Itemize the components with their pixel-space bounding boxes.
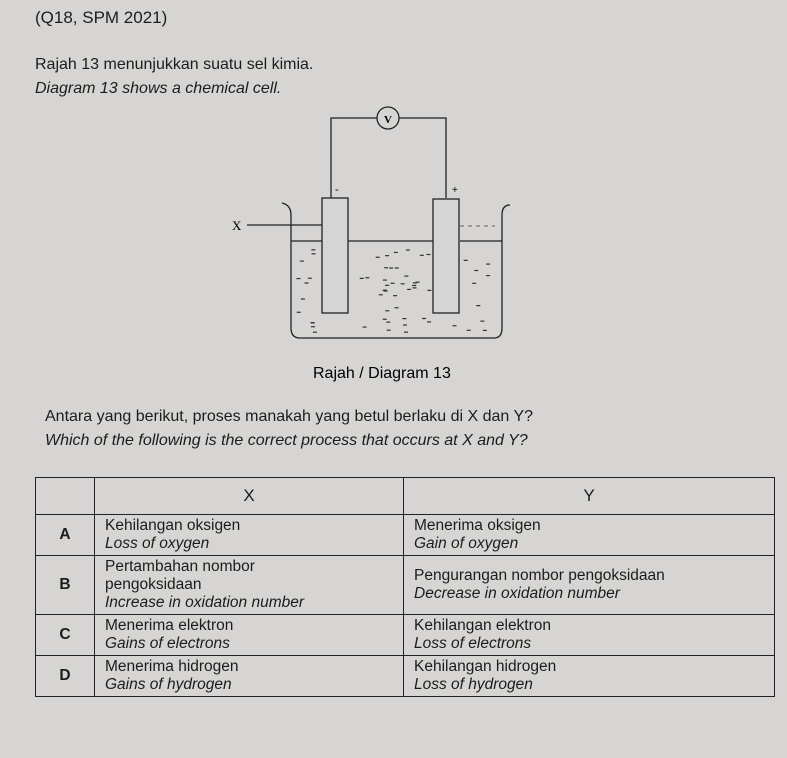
minus-sign: - bbox=[335, 184, 339, 196]
intro-english: Diagram 13 shows a chemical cell. bbox=[35, 80, 282, 97]
header-option bbox=[36, 478, 95, 515]
y-malay: Pengurangan nombor pengoksidaan bbox=[414, 567, 665, 584]
y-english: Gain of oxygen bbox=[414, 535, 519, 552]
x-malay: Pertambahan nombor pengoksidaan bbox=[105, 558, 255, 593]
negative-electrode bbox=[322, 198, 348, 313]
x-english: Gains of electrons bbox=[105, 635, 230, 652]
table-row[interactable] bbox=[36, 556, 775, 615]
table-header bbox=[36, 478, 775, 515]
x-english: Increase in oxidation number bbox=[105, 594, 305, 611]
y-english: Decrease in oxidation number bbox=[414, 585, 620, 602]
option-label: D bbox=[36, 656, 95, 697]
x-english: Gains of hydrogen bbox=[105, 676, 232, 693]
question-number: (Q18, SPM 2021) bbox=[35, 8, 168, 27]
intro-malay: Rajah 13 menunjukkan suatu sel kimia. bbox=[35, 56, 314, 73]
x-malay: Kehilangan oksigen bbox=[105, 517, 241, 534]
diagram-caption: Rajah / Diagram 13 bbox=[313, 365, 451, 382]
table-row[interactable] bbox=[36, 515, 775, 556]
table-row[interactable] bbox=[36, 656, 775, 697]
header-y: Y bbox=[404, 478, 775, 515]
question-english: Which of the following is the correct process that occurs at X and Y? bbox=[45, 432, 528, 449]
table-row[interactable] bbox=[36, 615, 775, 656]
label-x: X bbox=[232, 218, 242, 233]
y-malay: Menerima oksigen bbox=[414, 517, 541, 534]
plus-sign: + bbox=[452, 185, 458, 196]
option-label: C bbox=[36, 615, 95, 656]
question-malay: Antara yang berikut, proses manakah yang betul berlaku di X dan Y? bbox=[45, 408, 534, 425]
x-malay: Menerima hidrogen bbox=[105, 658, 239, 675]
header-x: X bbox=[95, 478, 404, 515]
option-label: B bbox=[36, 556, 95, 615]
x-english: Loss of oxygen bbox=[105, 535, 210, 552]
voltmeter-label: V bbox=[384, 114, 392, 126]
positive-electrode bbox=[433, 199, 459, 313]
y-malay: Kehilangan hidrogen bbox=[414, 658, 557, 675]
x-malay: Menerima elektron bbox=[105, 617, 234, 634]
y-english: Loss of hydrogen bbox=[414, 676, 533, 693]
wire bbox=[331, 118, 446, 198]
option-label: A bbox=[36, 515, 95, 556]
y-malay: Kehilangan elektron bbox=[414, 617, 552, 634]
answer-table bbox=[35, 477, 775, 697]
y-english: Loss of electrons bbox=[414, 635, 532, 652]
